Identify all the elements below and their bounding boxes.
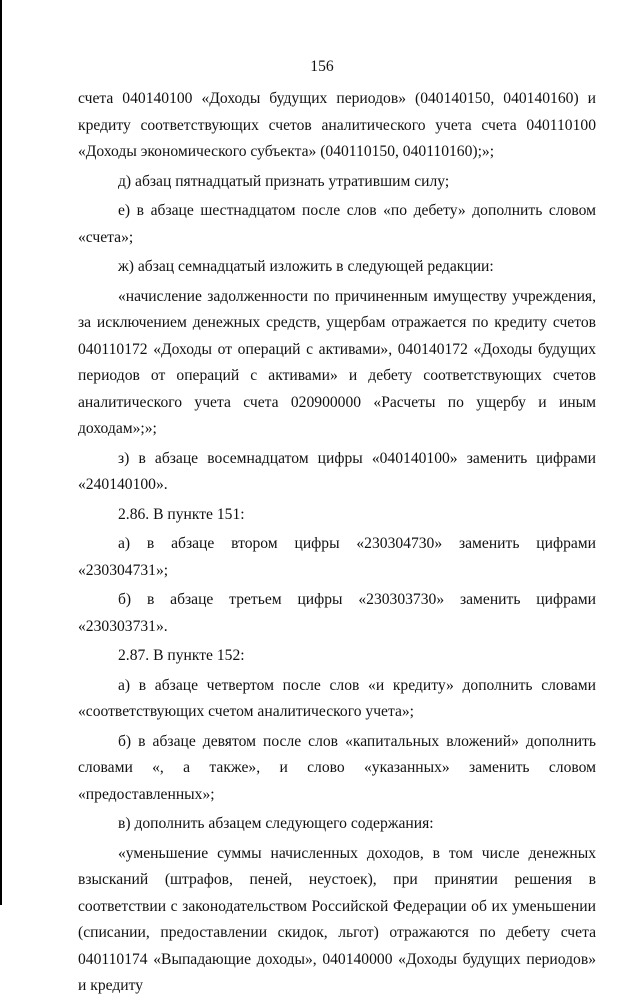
paragraph: б) в абзаце девятом после слов «капитальных вложений» дополнить словами «, а также», и слово «указанных» заменить словом «предоставленных»; xyxy=(78,732,596,803)
paragraph: е) в абзаце шестнадцатом после слов «по дебету» дополнить словом «счета»; xyxy=(78,202,596,246)
paragraph: а) в абзаце четвертом после слов «и кредиту» дополнить словами «соответствующих счетом аналитического учета»; xyxy=(78,676,596,720)
paragraph: а) в абзаце втором цифры «230304730» заменить цифрами «230304731»; xyxy=(78,535,596,579)
paragraph: 2.86. В пункте 151: xyxy=(118,505,245,523)
paragraph: б) в абзаце третьем цифры «230303730» заменить цифрами «230303731». xyxy=(78,591,596,635)
paragraph: «начисление задолженности по причиненным имуществу учреждения, за исключением денежных средств, ущербам отражается по кредиту счетов 040110172 «Доходы от операций с активами», 040140172 «Доходы будущих периодов от операций с активами» и дебету соответствующих счетов аналитического учета счета 020900000 «Расчеты по ущербу и иным доходам»;»; xyxy=(78,287,596,437)
paragraph: д) абзац пятнадцатый признать утратившим силу; xyxy=(118,172,450,190)
paragraph: «уменьшение суммы начисленных доходов, в том числе денежных взысканий (штрафов, пеней, неустоек), при принятии решения в соответствии с законодательством Российской Федерации об их уменьшении (списании, предоставлении скидок, льгот) отражаются по дебету счета 040110174 «Выпадающие доходы», 040140000 «Доходы будущих периодов» и кредиту xyxy=(78,844,596,994)
page-number: 156 xyxy=(310,58,334,75)
paragraph: 2.87. В пункте 152: xyxy=(118,647,245,664)
paragraph: в) дополнить абзацем следующего содержания: xyxy=(118,815,434,832)
paragraph-continuation: счета 040140100 «Доходы будущих периодов» (040140150, 040140160) и кредиту соответствующих счетов аналитического учета счета 040110100 «Доходы экономического субъекта» (040110150, 040110160);»; xyxy=(78,90,596,160)
paragraph: ж) абзац семнадцатый изложить в следующей редакции: xyxy=(118,258,494,275)
document-body xyxy=(78,86,596,1003)
paragraph: з) в абзаце восемнадцатом цифры «040140100» заменить цифрами «240140100». xyxy=(78,449,596,493)
